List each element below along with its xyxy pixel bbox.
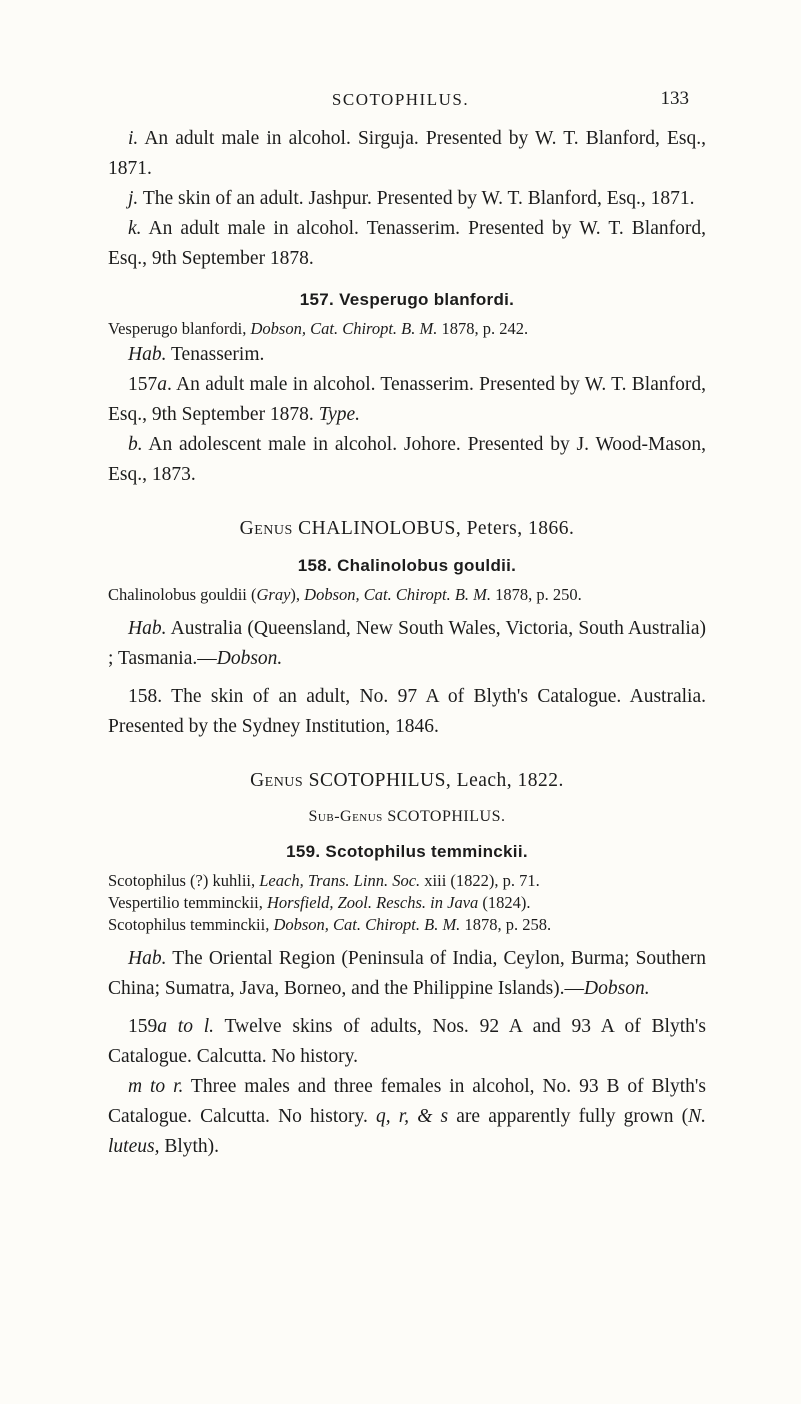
page-body [108, 124, 706, 1162]
running-head [0, 86, 801, 112]
running-title: SCOTOPHILUS. [331, 90, 470, 109]
specimen-text: The skin of an adult. Jashpur. Presented by W. T. Blanford, Esq., 1871. [138, 188, 695, 209]
page-number: 133 [660, 88, 689, 109]
habitat-157: Hab. Tenasserim. [128, 344, 265, 365]
habitat-158: Hab. Australia (Queensland, New South Wales, Victoria, South Australia) ; Tasmania.—Dobson. [108, 618, 706, 669]
species-heading-157: 157. Vesperugo blanfordi. [299, 290, 515, 309]
specimen-entry-158: 158. The skin of an adult, No. 97 A of Blyth's Catalogue. Australia. Presented by the Sydney Institution, 1846. [108, 686, 706, 737]
specimen-entry-k [108, 214, 706, 274]
specimen-entry-159m-r: m to r. Three males and three females in alcohol, No. 93 B of Blyth's Catalogue. Calcutta. No history. q, r, & s are apparently fully grown (N. luteus, Blyth). [108, 1076, 707, 1157]
specimen-text: An adult male in alcohol. Sirguja. Presented by W. T. Blanford, Esq., 1871. [108, 128, 706, 179]
species-heading-159: 159. Scotophilus temminckii. [286, 842, 528, 861]
specimen-entry-157a: 157a. An adult male in alcohol. Tenasserim. Presented by W. T. Blanford, Esq., 9th September 1878. Type. [108, 374, 706, 425]
specimen-entry-i [108, 124, 706, 184]
specimen-text: An adult male in alcohol. Tenasserim. Presented by W. T. Blanford, Esq., 9th September 1878. [108, 218, 706, 269]
genus-heading-scotophilus: Genus SCOTOPHILUS, Leach, 1822. [250, 770, 564, 791]
synonymy-159-vespertilio: Vespertilio temminckii, Horsfield, Zool. Reschs. in Java (1824). [108, 893, 531, 912]
synonymy-157: Vesperugo blanfordi, Dobson, Cat. Chiropt. B. M. 1878, p. 242. [108, 319, 529, 338]
specimen-entry-159a-l: 159a to l. Twelve skins of adults, Nos. 92 A and 93 A of Blyth's Catalogue. Calcutta. No history. [108, 1016, 706, 1067]
synonymy-159-temminckii: Scotophilus temminckii, Dobson, Cat. Chiropt. B. M. 1878, p. 258. [108, 915, 552, 934]
specimen-letter: i. [128, 128, 139, 149]
habitat-159: Hab. The Oriental Region (Peninsula of India, Ceylon, Burma; Southern China; Sumatra, Java, Borneo, and the Philippine Islands).—Dobson. [108, 948, 706, 999]
specimen-entry-j [108, 184, 706, 214]
subgenus-heading-scotophilus: Sub-Genus SCOTOPHILUS. [308, 808, 506, 825]
synonymy-158: Chalinolobus gouldii (Gray), Dobson, Cat. Chiropt. B. M. 1878, p. 250. [108, 585, 582, 604]
genus-heading-chalinolobus: Genus CHALINOLOBUS, Peters, 1866. [239, 518, 575, 539]
species-heading-158: 158. Chalinolobus gouldii. [297, 556, 517, 575]
specimen-letter: k. [128, 218, 142, 239]
synonymy-159-kuhlii: Scotophilus (?) kuhlii, Leach, Trans. Linn. Soc. xiii (1822), p. 71. [108, 871, 540, 890]
specimen-letter: j. [128, 188, 139, 209]
specimen-entry-157b: b. An adolescent male in alcohol. Johore. Presented by J. Wood-Mason, Esq., 1873. [108, 434, 706, 485]
